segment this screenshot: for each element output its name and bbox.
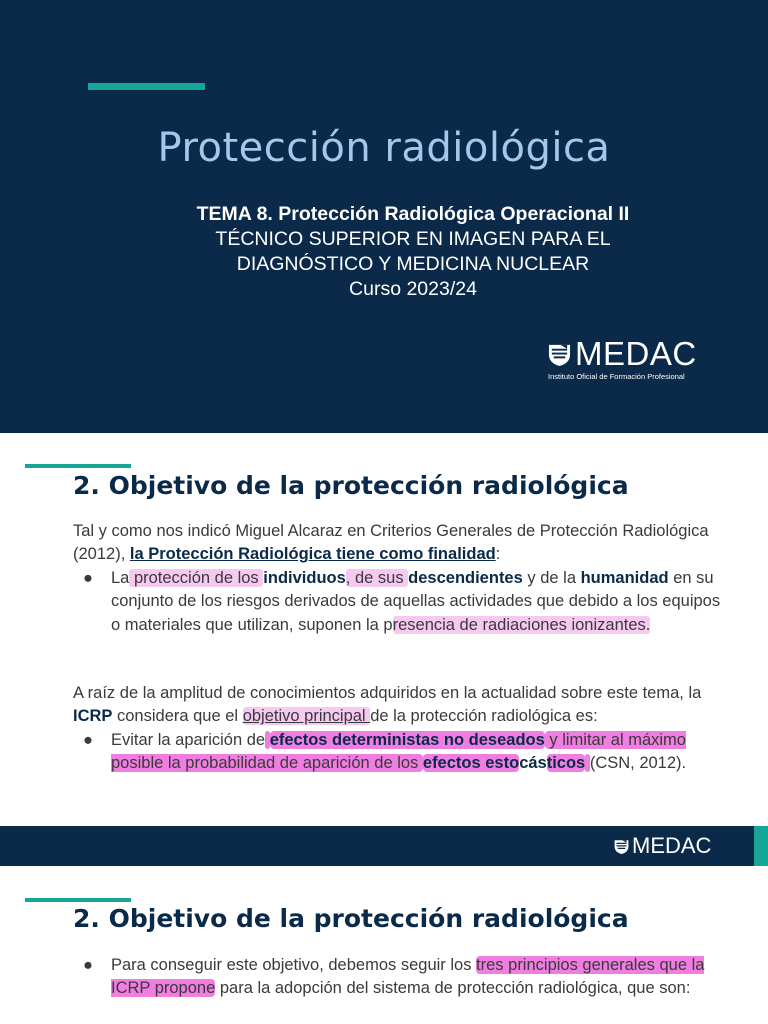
list-item: ● La protección de los individuos, de sus descendientes y de la humanidad en su conjunto de los riesgos derivados de aquellas actividades que debido a los equipos o materiales que utilizan, suponen la presencia de radiaciones ionizantes. — [83, 569, 721, 634]
highlight: y limitar al máximo posible la probabilidad de aparición de los — [111, 731, 686, 773]
course-line: Curso 2023/24 — [349, 278, 477, 300]
intro-text: Tal y como nos indicó Miguel Alcaraz en Criterios Generales de Protección Radiológica (2012), — [73, 522, 709, 564]
medac-logo — [548, 335, 697, 381]
logo-wordmark: MEDAC — [632, 833, 712, 858]
highlight: tres principios generales que la ICRP propone — [111, 956, 705, 998]
medac-footer-logo — [614, 833, 712, 858]
highlight: resencia de radiaciones ionizantes. — [392, 615, 651, 634]
logo-wordmark: MEDAC — [575, 335, 697, 372]
intro-end: : — [495, 545, 501, 564]
highlight: , de sus — [345, 569, 409, 587]
program-line-1: TÉCNICO SUPERIOR EN IMAGEN PARA EL — [215, 228, 611, 250]
presentation-title: Protección radiológica — [157, 125, 611, 171]
content-slide-1 — [0, 433, 768, 826]
paragraph: A raíz de la amplitud de conocimientos adquiridos en la actualidad sobre este tema, la ICRP considera que el objetivo principal de la protección radiológica es: — [73, 684, 702, 726]
medac-shield-icon — [614, 838, 629, 855]
intro-emphasis: la Protección Radiológica tiene como finalidad — [129, 545, 496, 564]
heading-accent-bar — [25, 898, 131, 902]
slide-heading: 2. Objetivo de la protección radiológica — [73, 904, 629, 933]
highlight: efectos deterministas no deseados — [269, 731, 545, 749]
list-item: ● Para conseguir este objetivo, debemos seguir los tres principios generales que la ICRP propone para la adopción del sistema de protección radiológica, que son: — [83, 956, 705, 998]
intro-paragraph — [73, 520, 733, 567]
medac-shield-icon — [548, 342, 571, 367]
list-item: ● Evitar la aparición de efectos deterministas no deseados y limitar al máximo posible la probabilidad de aparición de los efectos estocásticos (CSN, 2012). — [83, 731, 687, 773]
slide-heading: 2. Objetivo de la protección radiológica — [73, 471, 629, 500]
subtitle-block — [0, 202, 768, 302]
logo-tagline: Instituto Oficial de Formación Profesional — [548, 372, 685, 381]
bullet-dot: ● — [83, 956, 93, 974]
heading-accent-bar — [25, 464, 131, 468]
highlight: protección de los — [129, 569, 264, 587]
highlight: objetivo principal — [242, 707, 371, 726]
bullet-dot: ● — [83, 731, 93, 749]
title-slide — [0, 0, 768, 433]
program-line-2: DIAGNÓSTICO Y MEDICINA NUCLEAR — [236, 253, 590, 275]
title-accent-bar — [88, 83, 205, 90]
footer-teal-tab — [754, 826, 768, 866]
content-slide-2 — [0, 866, 768, 1024]
bullet-dot: ● — [83, 569, 93, 587]
tema-line: TEMA 8. Protección Radiológica Operacional II — [196, 203, 630, 225]
